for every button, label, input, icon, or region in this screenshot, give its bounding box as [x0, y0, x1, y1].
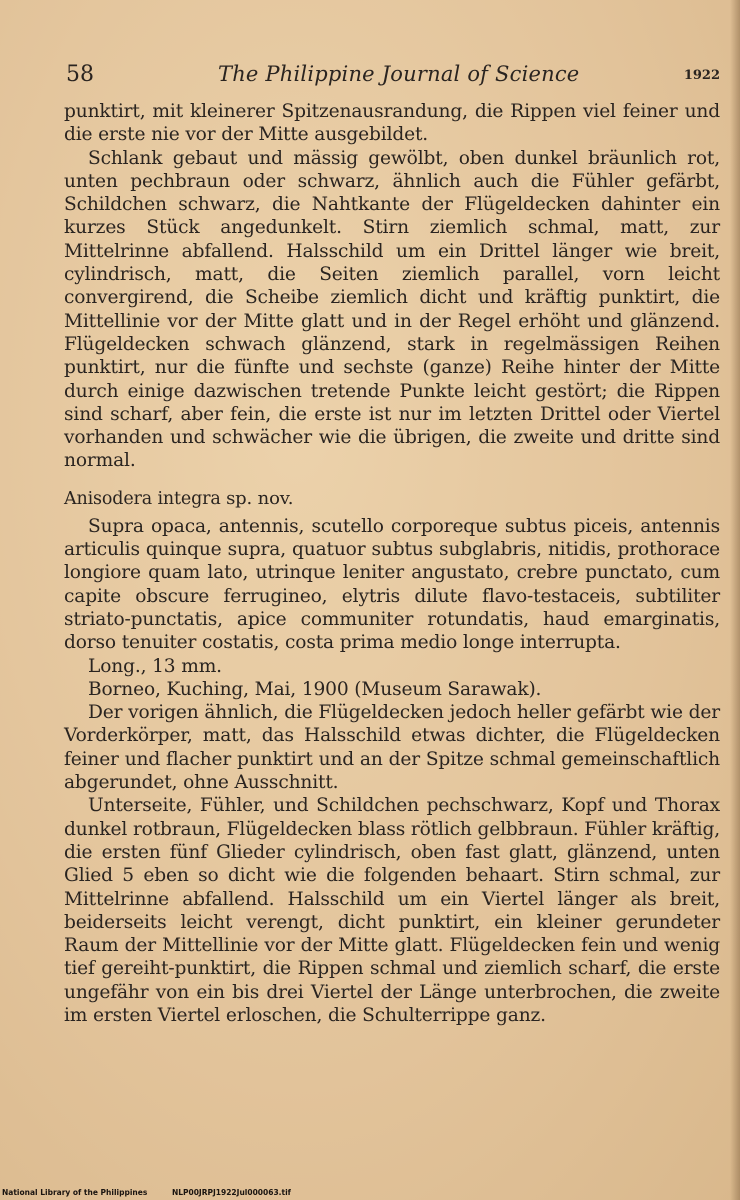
- paragraph-detailed-description: Unterseite, Fühler, und Schildchen pechschwarz, Kopf und Thorax dunkel rotbraun, Flügeldecken blass rötlich gelbbraun. Fühler kräftig, die ersten fünf Glieder cylindrisch, oben fast glatt, glänzend, unten Glied 5 eben so dicht wie die folgenden behaart. Stirn schmal, zur Mittelrinne abfallend. Halsschild um ein Viertel länger als breit, beiderseits leicht verengt, dicht punktirt, ein kleiner gerundeter Raum der Mittellinie vor der Mitte glatt. Flügeldecken fein und wenig tief gereiht-punktirt, die Rippen schmal und ziemlich scharf, die erste ungefähr von ein bis drei Viertel der Länge unterbrochen, die zweite im ersten Viertel erloschen, die Schulterrippe ganz.: [64, 795, 720, 1026]
- body-text: [64, 100, 720, 1027]
- paragraph-comparison: Der vorigen ähnlich, die Flügeldecken jedoch heller gefärbt wie der Vorderkörper, matt, das Halsschild etwas dichter, die Flügeldecken feiner und flacher punktirt und an der Spitze schmal gemeinschaftlich abgerundet, ohne Ausschnitt.: [64, 702, 720, 794]
- library-credit: National Library of the Philippines: [2, 1188, 148, 1197]
- paragraph-description: Schlank gebaut und mässig gewölbt, oben dunkel bräunlich rot, unten pechbraun oder schwarz, ähnlich auch die Fühler gefärbt, Schildchen schwarz, die Nahtkante der Flügeldecken dahinter ein kurzes Stück angedunkelt. Stirn ziemlich schmal, matt, zur Mittelrinne abfallend. Halsschild um ein Drittel länger wie breit, cylindrisch, matt, die Seiten ziemlich parallel, vorn leicht convergirend, die Scheibe ziemlich dicht und kräftig punktirt, die Mittellinie vor der Mitte glatt und in der Regel erhöht und glänzend. Flügeldecken schwach glänzend, stark in regelmässigen Reihen punktirt, nur die fünfte und sechste (ganze) Reihe hinter der Mitte durch einige dazwischen tretende Punkte leicht gestört; die Rippen sind scharf, aber fein, die erste ist nur im letzten Drittel oder Viertel vorhanden und schwächer wie die übrigen, die zweite und dritte sind normal.: [64, 147, 720, 472]
- page: [64, 58, 720, 1027]
- page-shadow: [730, 0, 740, 1200]
- species-name: Anisodera integra: [64, 488, 221, 509]
- journal-title: The Philippine Journal of Science: [218, 62, 580, 86]
- species-heading: [64, 487, 720, 511]
- page-number: 58: [66, 62, 94, 87]
- file-id: NLP00JRPJ1922Jul000063.tif: [171, 1188, 291, 1197]
- paragraph-latin-diagnosis: Supra opaca, antennis, scutello corporeque subtus piceis, antennis articulis quinque supra, quatuor subtus subglabris, nitidis, prothorace longiore quam lato, utrinque leniter angustato, crebre punctato, cum capite obscure ferrugineo, elytris dilute flavo-testaceis, subtiliter striato-punctatis, apice communiter rotundatis, haud emarginatis, dorso tenuiter costatis, costa prima medio longe interrupta.: [64, 515, 720, 654]
- scan-footer: [2, 1188, 313, 1197]
- paragraph-locality: Borneo, Kuching, Mai, 1900 (Museum Sarawak).: [88, 678, 542, 700]
- species-status: sp. nov.: [226, 487, 294, 509]
- paragraph-length: Long., 13 mm.: [88, 655, 222, 677]
- running-head: [64, 58, 720, 92]
- year: 1922: [683, 68, 720, 83]
- paragraph-continuation: punktirt, mit kleinerer Spitzenausrandung, die Rippen viel feiner und die erste nie vor der Mitte ausgebildet.: [64, 101, 720, 146]
